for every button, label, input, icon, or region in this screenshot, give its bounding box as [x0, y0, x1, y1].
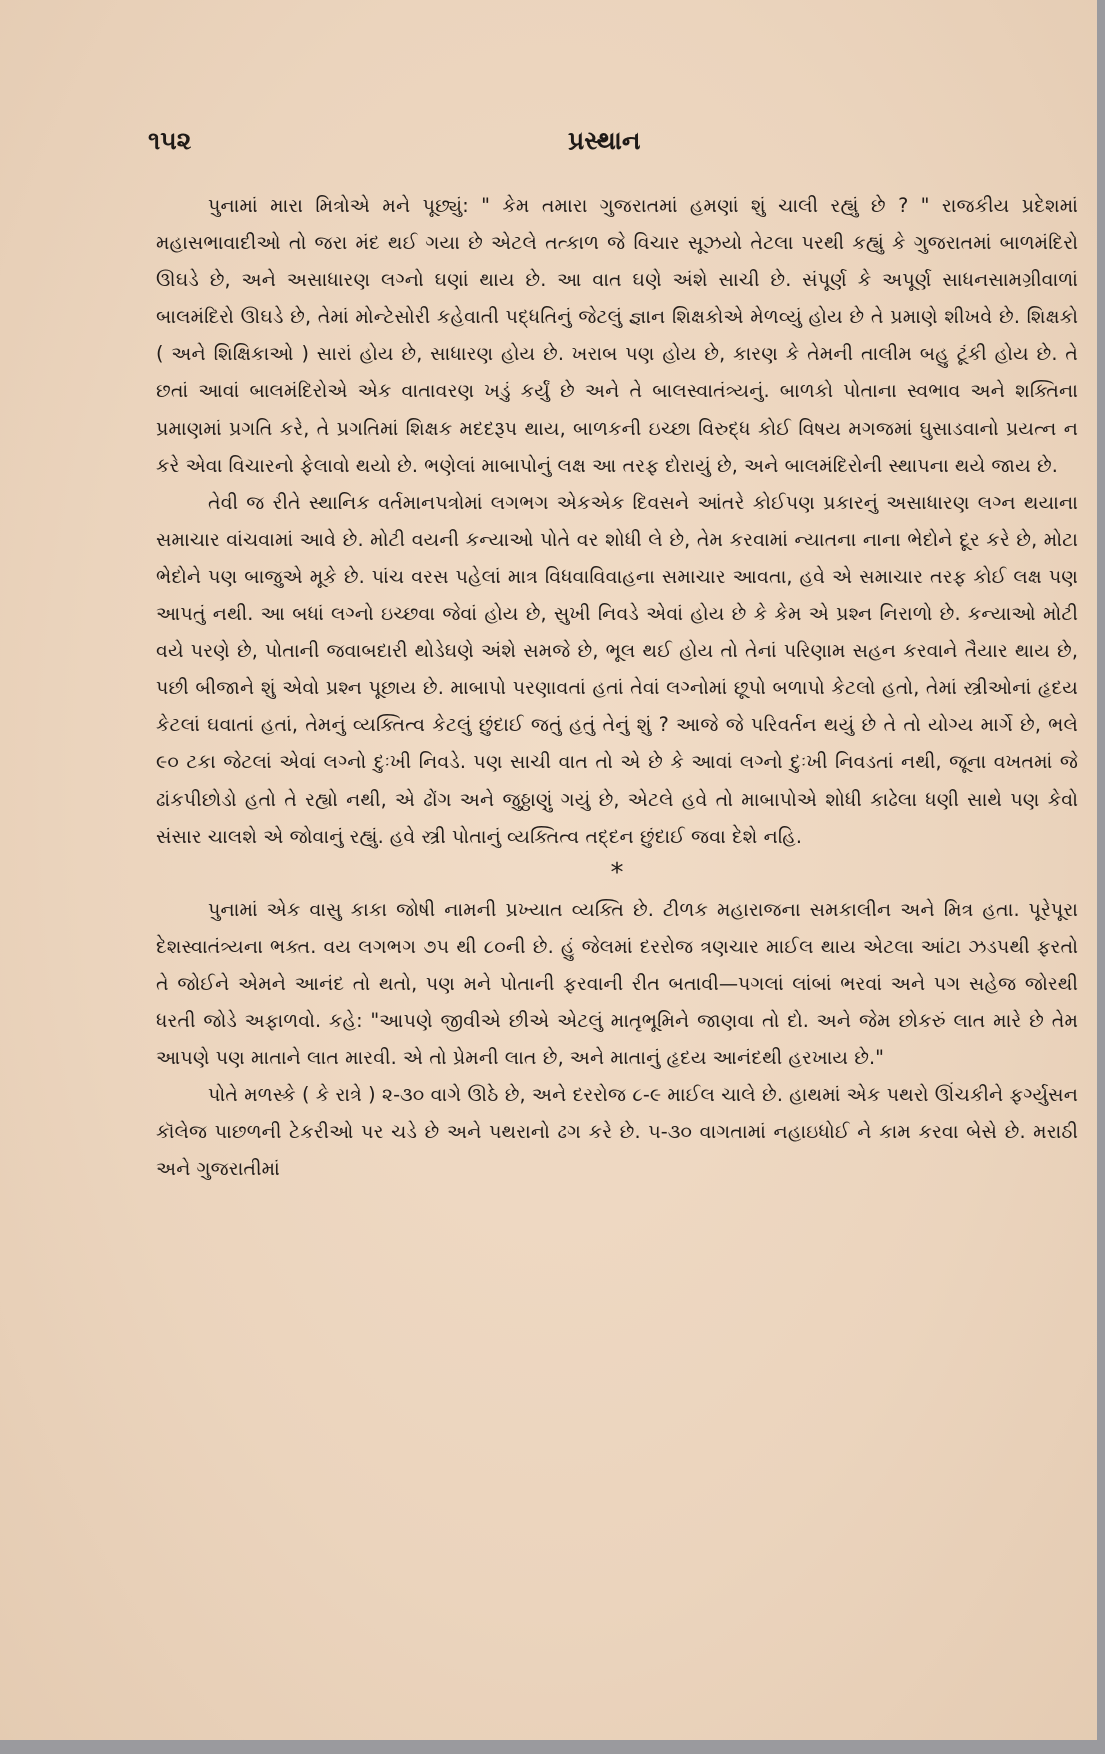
- page-number: ૧૫૨: [148, 126, 192, 155]
- scan-edge-bottom: [0, 1740, 1105, 1754]
- running-title: પ્રસ્થાન: [568, 126, 641, 155]
- paragraph: પુનામાં મારા મિત્રોએ મને પૂછ્યું: " કેમ તમારા ગુજરાતમાં હમણાં શું ચાલી રહ્યું છે ? " રાજકીય પ્રદેશમાં મહાસભાવાદીઓ તો જરા મંદ થઈ ગયા છે એટલે તત્કાળ જે વિચાર સૂઝયો તેટલા પરથી કહ્યું કે ગુજરાતમાં બાળમંદિરો ઊઘડે છે, અને અસાધારણ લગ્નો ઘણાં થાય છે. આ વાત ઘણે અંશે સાચી છે. સંપૂર્ણ કે અપૂર્ણ સાધનસામગ્રીવાળાં બાલમંદિરો ઊઘડે છે, તેમાં મોન્ટેસોરી કહેવાતી પદ્ધતિનું જેટલું જ્ઞાન શિક્ષકોએ મેળવ્યું હોય છે તે પ્રમાણે શીખવે છે. શિક્ષકો ( અને શિક્ષિકાઓ ) સારાં હોય છે, સાધારણ હોય છે. ખરાબ પણ હોય છે, કારણ કે તેમની તાલીમ બહુ ટૂંકી હોય છે. તે છતાં આવાં બાલમંદિરોએ એક વાતાવરણ ખડું કર્યું છે અને તે બાલસ્વાતંત્ર્યનું. બાળકો પોતાના સ્વભાવ અને શક્તિના પ્રમાણમાં પ્રગતિ કરે, તે પ્રગતિમાં શિક્ષક મદદરૂપ થાય, બાળકની ઇચ્છા વિરુદ્ધ કોઈ વિષય મગજમાં ઘુસાડવાનો પ્રયત્ન ન કરે એવા વિચારનો ફેલાવો થયો છે. ભણેલાં માબાપોનું લક્ષ આ તરફ દોરાયું છે, અને બાલમંદિરોની સ્થાપના થયે જાય છે.: [156, 194, 1078, 477]
- paragraph: પુનામાં એક વાસુ કાકા જોષી નામની પ્રખ્યાત વ્યક્તિ છે. ટીળક મહારાજના સમકાલીન અને મિત્ર હતા. પૂરેપૂરા દેશસ્વાતંત્ર્યના ભક્ત. વય લગભગ ૭૫ થી ૮૦ની છે. હું જેલમાં દરરોજ ત્રણચાર માઈલ થાય એટલા આંટા ઝડપથી ફરતો તે જોઈને એમને આનંદ તો થતો, પણ મને પોતાની ફરવાની રીત બતાવી—પગલાં લાંબાં ભરવાં અને પગ સહેજ જોરથી ધરતી જોડે અફાળવો. કહે: "આપણે જીવીએ છીએ એટલું માતૃભૂમિને જાણવા તો દો. અને જેમ છોકરું લાત મારે છે તેમ આપણે પણ માતાને લાત મારવી. એ તો પ્રેમની લાત છે, અને માતાનું હૃદય આનંદથી હરખાય છે.": [156, 897, 1078, 1070]
- body-text: [156, 187, 1078, 1187]
- paragraph: પોતે મળસ્કે ( કે રાત્રે ) ૨-૩૦ વાગે ઊઠે છે, અને દરરોજ ૮-૯ માઈલ ચાલે છે. હાથમાં એક પથરો ઊંચકીને ફર્ગ્યુસન કૉલેજ પાછળની ટેકરીઓ પર ચડે છે અને પથરાનો ઢગ કરે છે. ૫-૩૦ વાગતામાં નહાઇધોઈ ને કામ કરવા બેસે છે. મરાઠી અને ગુજરાતીમાં: [156, 1083, 1078, 1181]
- section-separator: *: [610, 857, 624, 888]
- page-header: [148, 126, 1082, 166]
- scan-edge-right: [1097, 0, 1105, 1754]
- paragraph: તેવી જ રીતે સ્થાનિક વર્તમાનપત્રોમાં લગભગ એકએક દિવસને આંતરે કોઈપણ પ્રકારનું અસાધારણ લગ્ન થયાના સમાચાર વાંચવામાં આવે છે. મોટી વયની કન્યાઓ પોતે વર શોધી લે છે, તેમ કરવામાં ન્યાતના નાના ભેદોને દૂર કરે છે, મોટા ભેદોને પણ બાજુએ મૂકે છે. પાંચ વરસ પહેલાં માત્ર વિધવાવિવાહના સમાચાર આવતા, હવે એ સમાચાર તરફ કોઈ લક્ષ પણ આપતું નથી. આ બધાં લગ્નો ઇચ્છવા જેવાં હોય છે, સુખી નિવડે એવાં હોય છે કે કેમ એ પ્રશ્ન નિરાળો છે. કન્યાઓ મોટી વયે પરણે છે, પોતાની જવાબદારી થોડેઘણે અંશે સમજે છે, ભૂલ થઈ હોય તો તેનાં પરિણામ સહન કરવાને તૈયાર થાય છે, પછી બીજાને શું એવો પ્રશ્ન પૂછાય છે. માબાપો પરણાવતાં હતાં તેવાં લગ્નોમાં છૂપો બળાપો કેટલો હતો, તેમાં સ્ત્રીઓનાં હૃદય કેટલાં ઘવાતાં હતાં, તેમનું વ્યક્તિત્વ કેટલું છુંદાઈ જતું હતું તેનું શું ? આજે જે પરિવર્તન થયું છે તે તો યોગ્ય માર્ગે છે, ભલે ૯૦ ટકા જેટલાં એવાં લગ્નો દુઃખી નિવડે. પણ સાચી વાત તો એ છે કે આવાં લગ્નો દુઃખી નિવડતાં નથી, જૂના વખતમાં જે ઢાંકપીછોડો હતો તે રહ્યો નથી, એ ઢોંગ અને જુઠ્ઠાણું ગયું છે, એટલે હવે તો માબાપોએ શોધી કાઢેલા ધણી સાથે પણ કેવો સંસાર ચાલશે એ જોવાનું રહ્યું. હવે સ્ત્રી પોતાનું વ્યક્તિત્વ તદ્દન છુંદાઈ જવા દેશે નહિ.: [156, 490, 1078, 848]
